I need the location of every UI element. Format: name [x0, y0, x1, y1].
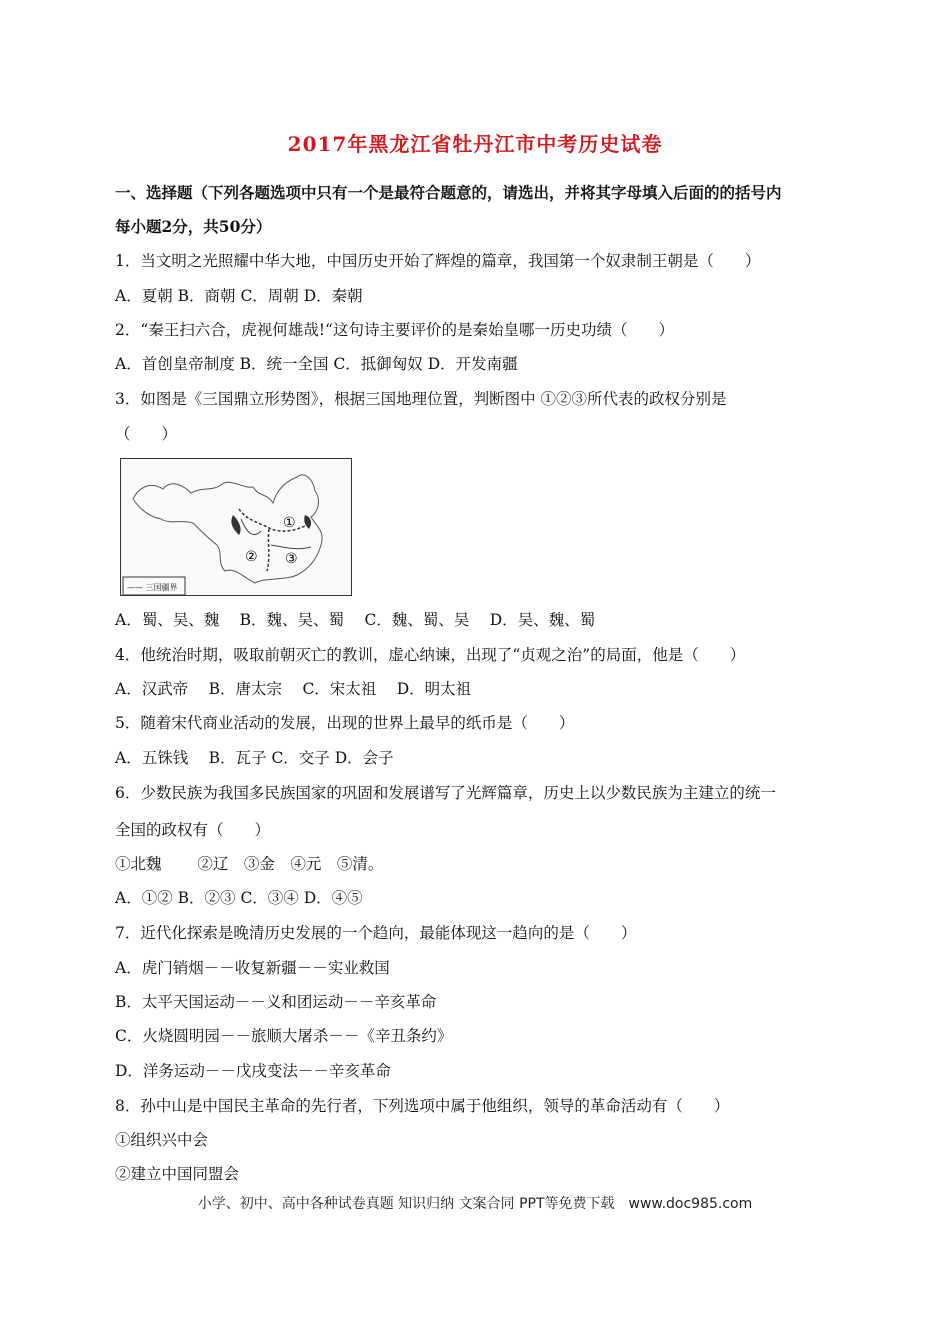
question-1-options: A．夏朝 B．商朝 C．周朝 D．秦朝 — [115, 287, 363, 305]
question-7-option-d: D．洋务运动－－戊戌变法－－辛亥革命 — [115, 1062, 391, 1080]
section-heading-cont: 每小题2分，共50分） — [115, 217, 272, 236]
three-kingdoms-map — [120, 458, 352, 596]
question-5: 5．随着宋代商业活动的发展，出现的世界上最早的纸币是（ ） — [115, 714, 575, 732]
map-label-1: ① — [283, 515, 296, 531]
question-4: 4．他统治时期，吸取前朝灭亡的教训，虚心纳谏，出现了“贞观之治”的局面，他是（ ） — [115, 646, 746, 664]
question-6: 6．少数民族为我国多民族国家的巩固和发展谱写了光辉篇章，历史上以少数民族为主建立的统一 — [115, 784, 776, 802]
question-1: 1．当文明之光照耀中华大地，中国历史开始了辉煌的篇章，我国第一个奴隶制王朝是（ ） — [115, 252, 761, 270]
map-drawing — [121, 459, 353, 597]
question-5-options: A．五铢钱 B．瓦子 C．交子 D．会子 — [115, 749, 394, 767]
shaded-area — [231, 515, 240, 535]
page-footer: 小学、初中、高中各种试卷真题 知识归纳 文案合同 PPT等免费下载 www.doc985.com — [197, 1196, 753, 1212]
question-3-options: A．蜀、吴、魏 B．魏、吴、蜀 C．魏、蜀、吴 D．吴、魏、蜀 — [115, 611, 596, 629]
river-line — [271, 545, 311, 549]
question-8: 8．孙中山是中国民主革命的先行者，下列选项中属于他组织，领导的革命活动有（ ） — [115, 1097, 730, 1115]
question-2: 2．“秦王扫六合，虎视何雄哉!“这句诗主要评价的是秦始皇哪一历史功绩（ ） — [115, 321, 674, 339]
page-title: 2017年黑龙江省牡丹江市中考历史试卷 — [287, 132, 663, 156]
question-8-item-2: ②建立中国同盟会 — [115, 1165, 240, 1183]
shaded-area — [304, 515, 311, 529]
question-7-option-b: B．太平天国运动－－义和团运动－－辛亥革命 — [115, 993, 437, 1011]
map-label-2: ② — [245, 549, 258, 565]
question-8-item-1: ①组织兴中会 — [115, 1131, 209, 1149]
question-6-cont: 全国的政权有（ ） — [115, 821, 271, 839]
question-6-options: A．①② B．②③ C．③④ D．④⑤ — [115, 889, 363, 907]
question-6-items: ①北魏 ②辽 ③金 ④元 ⑤清。 — [115, 855, 384, 873]
question-4-options: A．汉武帝 B．唐太宗 C．宋太祖 D．明太祖 — [115, 680, 472, 698]
question-7-option-a: A．虎门销烟－－收复新疆－－实业救国 — [115, 959, 390, 977]
section-heading: 一、选择题（下列各题选项中只有一个是最符合题意的，请选出，并将其字母填入后面的的括号内 — [115, 183, 782, 202]
map-legend: —— 三国疆界 — [127, 583, 178, 592]
map-label-3: ③ — [285, 551, 298, 567]
question-2-options: A．首创皇帝制度 B．统一全国 C．抵御匈奴 D．开发南疆 — [115, 355, 518, 373]
question-3-cont: （ ） — [115, 425, 178, 443]
question-7-option-c: C．火烧圆明园－－旅顺大屠杀－－《辛丑条约》 — [115, 1027, 453, 1045]
question-3: 3．如图是《三国鼎立形势图》，根据三国地理位置，判断图中 ①②③所代表的政权分别是 — [115, 390, 727, 408]
river-line — [241, 519, 261, 535]
border-line — [239, 509, 307, 531]
border-line — [267, 529, 269, 571]
question-7: 7．近代化探索是晚清历史发展的一个趋向，最能体现这一趋向的是（ ） — [115, 924, 637, 942]
